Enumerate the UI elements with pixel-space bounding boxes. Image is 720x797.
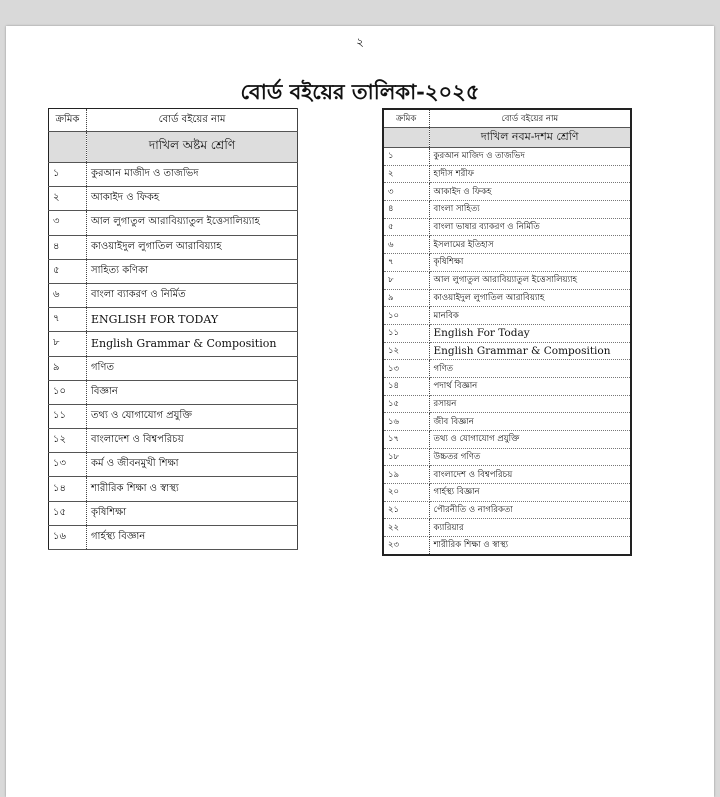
- table-row: [49, 501, 298, 525]
- book-name-cell: মানবিক: [429, 307, 631, 325]
- book-name-cell: কাওয়াইদুল লুগাতিল আরাবিয়্যাহ: [87, 235, 298, 259]
- serial-cell: ৫: [49, 259, 87, 283]
- book-name-cell: বাংলাদেশ ও বিশ্বপরিচয়: [429, 466, 631, 484]
- table-row: [383, 519, 631, 537]
- grade-heading-blank: [49, 132, 87, 163]
- grade-heading-row: [49, 132, 298, 163]
- book-name-cell: ENGLISH FOR TODAY: [87, 308, 298, 332]
- table-row: [49, 525, 298, 549]
- table-row: [383, 324, 631, 342]
- serial-cell: ১০: [49, 380, 87, 404]
- serial-cell: ৭: [383, 254, 429, 272]
- book-name-column-header: বোর্ড বইয়ের নাম: [87, 109, 298, 132]
- serial-column-header: ক্রমিক: [383, 109, 429, 128]
- table-row: [383, 183, 631, 201]
- serial-cell: ১৫: [49, 501, 87, 525]
- document-title: বোর্ড বইয়ের তালিকা-২০২৫: [240, 79, 480, 104]
- serial-cell: ৯: [49, 356, 87, 380]
- serial-cell: ১১: [383, 324, 429, 342]
- serial-cell: ১৯: [383, 466, 429, 484]
- table-row: [383, 236, 631, 254]
- table-row: [49, 429, 298, 453]
- book-name-cell: জীব বিজ্ঞান: [429, 413, 631, 431]
- book-list-body: [383, 148, 631, 555]
- book-name-cell: আকাইদ ও ফিকহ: [429, 183, 631, 201]
- table-row: [383, 148, 631, 166]
- book-name-cell: English Grammar & Composition: [87, 332, 298, 356]
- serial-cell: ৯: [383, 289, 429, 307]
- book-name-cell: শারীরিক শিক্ষা ও স্বাস্থ্য: [87, 477, 298, 501]
- table-row: [383, 289, 631, 307]
- book-name-cell: বিজ্ঞান: [87, 380, 298, 404]
- book-name-cell: গার্হস্থ্য বিজ্ঞান: [429, 484, 631, 502]
- book-name-cell: তথ্য ও যোগাযোগ প্রযুক্তি: [429, 431, 631, 449]
- serial-cell: ৩: [383, 183, 429, 201]
- serial-cell: ৬: [49, 283, 87, 307]
- table-row: [383, 448, 631, 466]
- serial-cell: ২: [49, 187, 87, 211]
- book-name-cell: কৃষিশিক্ষা: [429, 254, 631, 272]
- table-header-row: [383, 109, 631, 128]
- serial-cell: ১৪: [49, 477, 87, 501]
- grade-heading-blank: [383, 128, 429, 148]
- serial-cell: ১০: [383, 307, 429, 325]
- table-row: [383, 254, 631, 272]
- table-row: [49, 187, 298, 211]
- class-eight-book-table: [48, 108, 298, 550]
- book-name-cell: ক্যারিয়ার: [429, 519, 631, 537]
- serial-cell: ১: [49, 163, 87, 187]
- table-row: [383, 413, 631, 431]
- book-name-cell: আল লুগাতুল আরাবিয়্যাতুল ইত্তেসালিয়্যাহ: [87, 211, 298, 235]
- serial-cell: ১৩: [49, 453, 87, 477]
- table-row: [383, 537, 631, 555]
- table-row: [49, 356, 298, 380]
- serial-cell: ১: [383, 148, 429, 166]
- table-row: [383, 307, 631, 325]
- serial-cell: ১৩: [383, 360, 429, 378]
- page-number: ২: [356, 35, 364, 49]
- serial-cell: ৩: [49, 211, 87, 235]
- table-row: [383, 165, 631, 183]
- serial-cell: ৮: [49, 332, 87, 356]
- class-nine-ten-book-table: [382, 108, 632, 556]
- table-header-row: [49, 109, 298, 132]
- serial-cell: ৪: [49, 235, 87, 259]
- book-name-cell: গণিত: [429, 360, 631, 378]
- book-name-cell: English Grammar & Composition: [429, 342, 631, 360]
- table-row: [49, 211, 298, 235]
- book-name-cell: বাংলা ভাষার ব্যাকরণ ও নির্মিতি: [429, 218, 631, 236]
- book-name-cell: আকাইদ ও ফিকহ: [87, 187, 298, 211]
- table-row: [383, 360, 631, 378]
- book-name-cell: গার্হস্থ্য বিজ্ঞান: [87, 525, 298, 549]
- book-name-cell: উচ্চতর গণিত: [429, 448, 631, 466]
- table-row: [383, 271, 631, 289]
- serial-cell: ২: [383, 165, 429, 183]
- serial-cell: ২২: [383, 519, 429, 537]
- serial-cell: ১১: [49, 404, 87, 428]
- table-row: [49, 283, 298, 307]
- table-row: [383, 395, 631, 413]
- book-name-cell: কাওয়াইদুল লুগাতিল আরাবিয়্যাহ: [429, 289, 631, 307]
- book-name-cell: কুরআন মাজিদ ও তাজভিদ: [429, 148, 631, 166]
- table-row: [49, 380, 298, 404]
- book-name-cell: শারীরিক শিক্ষা ও স্বাস্থ্য: [429, 537, 631, 555]
- book-name-cell: পদার্থ বিজ্ঞান: [429, 377, 631, 395]
- table-row: [49, 308, 298, 332]
- table-row: [383, 466, 631, 484]
- table-row: [383, 501, 631, 519]
- table-row: [383, 377, 631, 395]
- table-row: [49, 477, 298, 501]
- book-name-cell: তথ্য ও যোগাযোগ প্রযুক্তি: [87, 404, 298, 428]
- serial-cell: ২১: [383, 501, 429, 519]
- book-name-column-header: বোর্ড বইয়ের নাম: [429, 109, 631, 128]
- book-name-cell: বাংলা ব্যাকরণ ও নির্মিত: [87, 283, 298, 307]
- table-row: [383, 484, 631, 502]
- table-row: [49, 235, 298, 259]
- serial-cell: ২০: [383, 484, 429, 502]
- serial-cell: ১২: [383, 342, 429, 360]
- book-name-cell: কুরআন মাজীদ ও তাজভিদ: [87, 163, 298, 187]
- table-row: [49, 259, 298, 283]
- serial-cell: ১৮: [383, 448, 429, 466]
- serial-cell: ১৬: [383, 413, 429, 431]
- book-name-cell: কর্ম ও জীবনমুখী শিক্ষা: [87, 453, 298, 477]
- book-name-cell: রসায়ন: [429, 395, 631, 413]
- book-name-cell: বাংলাদেশ ও বিশ্বপরিচয়: [87, 429, 298, 453]
- table-row: [383, 431, 631, 449]
- serial-cell: ৪: [383, 201, 429, 219]
- grade-heading-row: [383, 128, 631, 148]
- book-name-cell: পৌরনীতি ও নাগরিকতা: [429, 501, 631, 519]
- serial-cell: ১৬: [49, 525, 87, 549]
- serial-cell: ১৭: [383, 431, 429, 449]
- table-row: [383, 342, 631, 360]
- grade-heading: দাখিল নবম-দশম শ্রেণি: [429, 128, 631, 148]
- serial-cell: ৫: [383, 218, 429, 236]
- serial-cell: ৬: [383, 236, 429, 254]
- table-row: [383, 218, 631, 236]
- table-row: [49, 163, 298, 187]
- book-name-cell: কৃষিশিক্ষা: [87, 501, 298, 525]
- book-list-body: [49, 163, 298, 550]
- table-row: [49, 404, 298, 428]
- serial-column-header: ক্রমিক: [49, 109, 87, 132]
- table-row: [49, 453, 298, 477]
- serial-cell: ১৪: [383, 377, 429, 395]
- book-name-cell: আল লুগাতুল আরাবিয়্যাতুল ইত্তেসালিয়্যাহ: [429, 271, 631, 289]
- book-name-cell: ইসলামের ইতিহাস: [429, 236, 631, 254]
- serial-cell: ৭: [49, 308, 87, 332]
- grade-heading: দাখিল অষ্টম শ্রেণি: [87, 132, 298, 163]
- book-name-cell: সাহিত্য কণিকা: [87, 259, 298, 283]
- table-row: [49, 332, 298, 356]
- book-name-cell: বাংলা সাহিত্য: [429, 201, 631, 219]
- book-name-cell: হাদীস শরীফ: [429, 165, 631, 183]
- table-row: [383, 201, 631, 219]
- document-page: [6, 26, 714, 797]
- serial-cell: ১২: [49, 429, 87, 453]
- serial-cell: ১৫: [383, 395, 429, 413]
- serial-cell: ২৩: [383, 537, 429, 555]
- serial-cell: ৮: [383, 271, 429, 289]
- book-name-cell: English For Today: [429, 324, 631, 342]
- book-name-cell: গণিত: [87, 356, 298, 380]
